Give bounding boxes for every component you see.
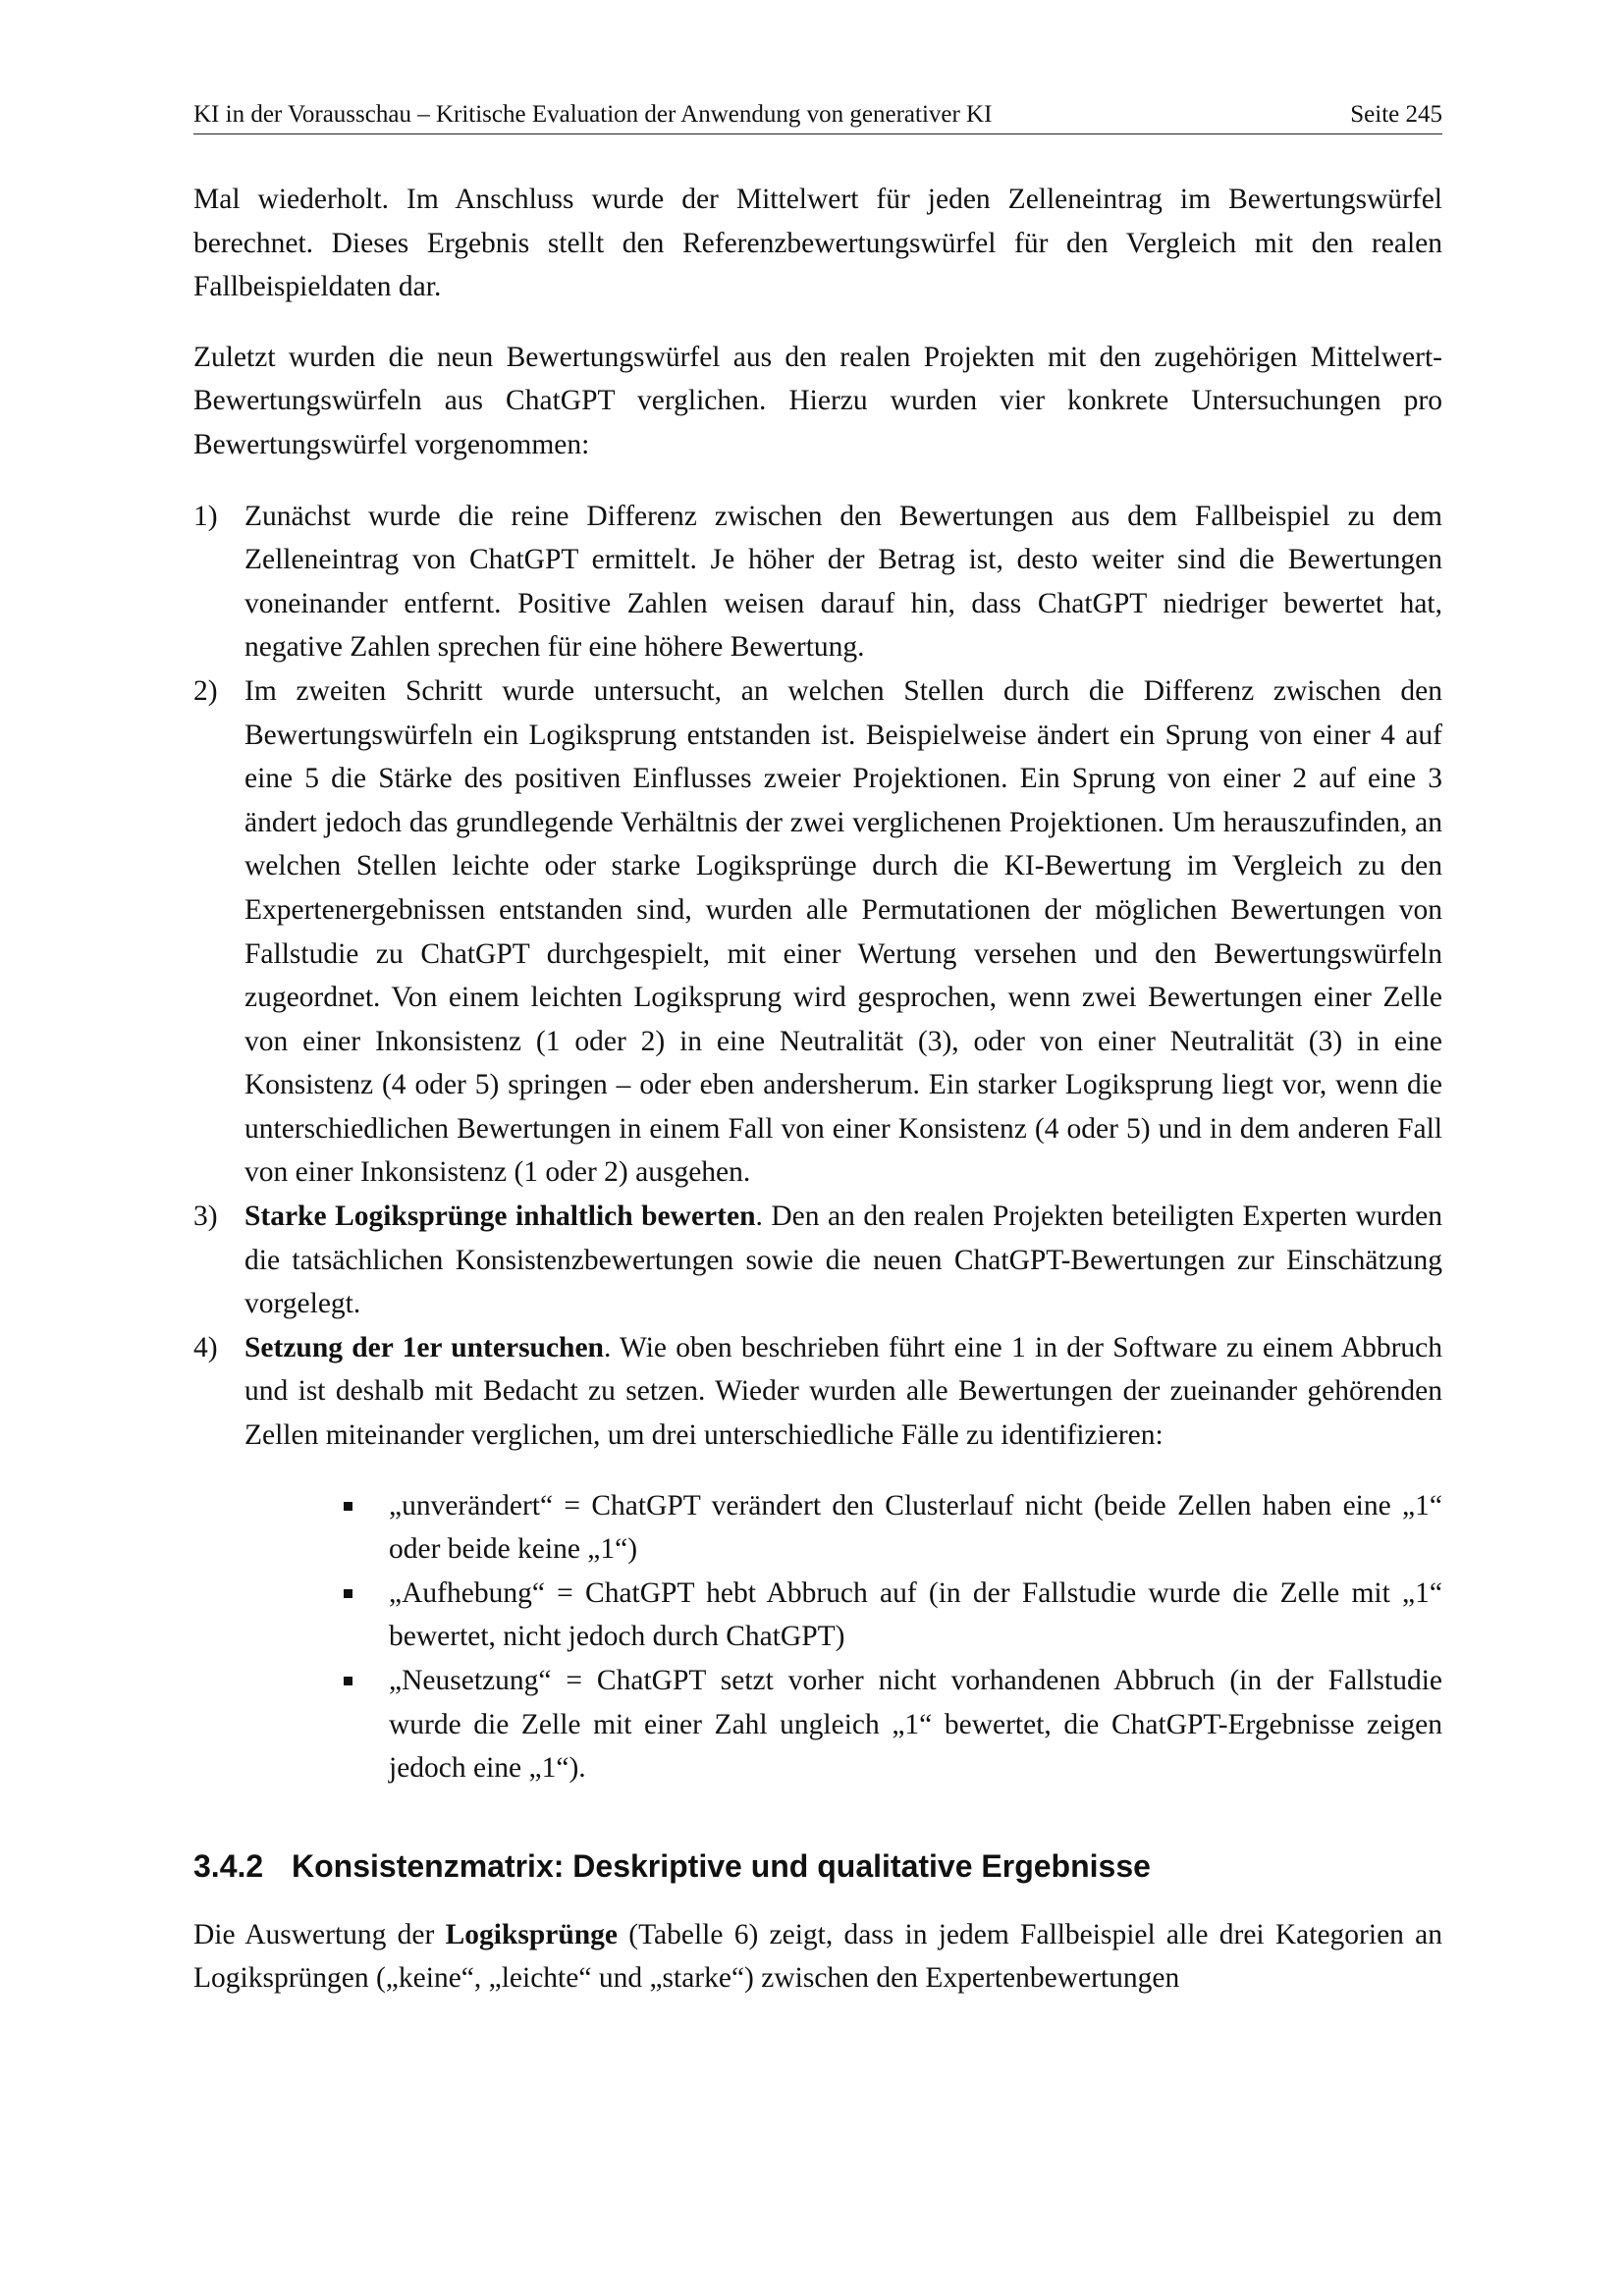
step-text: Im zweiten Schritt wurde untersucht, an welchen Stellen durch die Differenz zwischen den Bewertungswürfeln ein Logiksprung entstanden ist. Beispielweise ändert ein Sprung von einer 4 auf eine 5 die Stärke des positiven Einflusses zweier Projektionen. Ein Sprung von einer 2 auf eine 3 ändert jedoch das grundlegende Verhältnis der zwei verglichenen Projektionen. Um herauszufinden, an welchen Stellen leichte oder starke Logiksprünge durch die KI-Bewertung im Vergleich zu den Expertenergebnissen entstanden sind, wurden alle Permutationen der möglichen Bewertungen von Fallstudie zu ChatGPT durchgespielt, mit einer Wertung versehen und den Bewertungswürfeln zugeordnet. Von einem leichten Logiksprung wird gesprochen, wenn zwei Bewertungen einer Zelle von einer Inkonsistenz (1 oder 2) in eine Neutralität (3), oder von einer Neutralität (3) in eine Konsistenz (4 oder 5) springen – oder eben andersherum. Ein starker Logiksprung liegt vor, wenn die unterschiedlichen Bewertungen in einem Fall von einer Konsistenz (4 oder 5) und in dem anderen Fall von einer Inkonsistenz (1 oder 2) ausgehen. bbox=[244, 674, 1442, 1189]
case-text: „unverändert“ = ChatGPT verändert den Clusterlauf nicht (beide Zellen haben eine „1“ oder beide keine „1“) bbox=[389, 1489, 1442, 1566]
step-number: 1) bbox=[193, 500, 218, 532]
step-bold-lead: Setzung der 1er untersuchen bbox=[244, 1331, 604, 1363]
running-header bbox=[193, 100, 1442, 134]
case-text: „Aufhebung“ = ChatGPT hebt Abbruch auf (in der Fallstudie wurde die Zelle mit „1“ bewertet, nicht jedoch durch ChatGPT) bbox=[389, 1576, 1442, 1653]
case-text: „Neusetzung“ = ChatGPT setzt vorher nicht vorhandenen Abbruch (in der Fallstudie wurde die Zelle mit einer Zahl ungleich „1“ bewertet, die ChatGPT-Ergebnisse zeigen jedoch eine „1“). bbox=[389, 1665, 1442, 1785]
paragraph-2: Zuletzt wurden die neun Bewertungswürfel aus den realen Projekten mit den zugehörigen Mittelwert-Bewertungswürfeln aus ChatGPT verglichen. Hierzu wurden vier konkrete Untersuchungen pro Bewertungswürfel vorgenommen: bbox=[193, 341, 1442, 460]
step-item bbox=[193, 1195, 1442, 1326]
step-number: 3) bbox=[193, 1201, 218, 1233]
page-number: Seite 245 bbox=[1350, 101, 1442, 128]
step-bold-lead: Starke Logiksprünge inhaltlich bewerten bbox=[244, 1201, 756, 1233]
case-item bbox=[389, 1572, 1442, 1659]
step-item bbox=[193, 495, 1442, 669]
step-text: . Den an den realen Projekten beteiligten Experten wurden die tatsächlichen Konsistenzbewertungen sowie die neuen ChatGPT-Bewertungen zur Einschätzung vorgelegt. bbox=[244, 1201, 1443, 1320]
header-title: KI in der Vorausschau – Kritische Evaluation der Anwendung von generativer KI bbox=[193, 101, 993, 128]
step-item bbox=[193, 1326, 1442, 1458]
final-text-after: (Tabelle 6) zeigt, dass in jedem Fallbeispiel alle drei Kategorien an Logiksprüngen („keine“, „leichte“ und „starke“) zwischen den Expertenbewertungen bbox=[193, 1918, 1442, 1995]
section-heading bbox=[193, 1846, 1442, 1886]
page bbox=[193, 100, 1442, 2001]
step-text: . Wie oben beschrieben führt eine 1 in der Software zu einem Abbruch und ist deshalb mit Bedacht zu setzen. Wieder wurden alle Bewertungen der zueinander gehörenden Zellen miteinander verglichen, um drei unterschiedliche Fälle zu identifizieren: bbox=[244, 1331, 1442, 1452]
section-title: Konsistenzmatrix: Deskriptive und qualitative Ergebnisse bbox=[292, 1847, 1151, 1884]
paragraph-1: Mal wiederholt. Im Anschluss wurde der Mittelwert für jeden Zelleneintrag im Bewertungswürfel berechnet. Dieses Ergebnis stellt den Referenzbewertungswürfel für den Vergleich mit den realen Fallbeispieldaten dar. bbox=[193, 184, 1442, 303]
square-bullet-icon bbox=[344, 1589, 352, 1598]
final-text-before: Die Auswertung der bbox=[193, 1918, 446, 1950]
square-bullet-icon bbox=[344, 1677, 352, 1685]
square-bullet-icon bbox=[344, 1502, 352, 1511]
step-number: 2) bbox=[193, 674, 218, 707]
case-item bbox=[389, 1484, 1442, 1572]
steps-list bbox=[193, 495, 1442, 1458]
case-item bbox=[389, 1659, 1442, 1790]
final-text-bold: Logiksprünge bbox=[445, 1918, 618, 1950]
step-item bbox=[193, 669, 1442, 1195]
section-number: 3.4.2 bbox=[193, 1847, 264, 1884]
step-number: 4) bbox=[193, 1331, 218, 1363]
final-paragraph bbox=[193, 1913, 1442, 2001]
step-text: Zunächst wurde die reine Differenz zwischen den Bewertungen aus dem Fallbeispiel zu dem Zelleneintrag von ChatGPT ermittelt. Je höher der Betrag ist, desto weiter sind die Bewertungen voneinander entfernt. Positive Zahlen weisen darauf hin, dass ChatGPT niedriger bewertet hat, negative Zahlen sprechen für eine höhere Bewertung. bbox=[244, 500, 1442, 664]
cases-list bbox=[193, 1484, 1442, 1790]
